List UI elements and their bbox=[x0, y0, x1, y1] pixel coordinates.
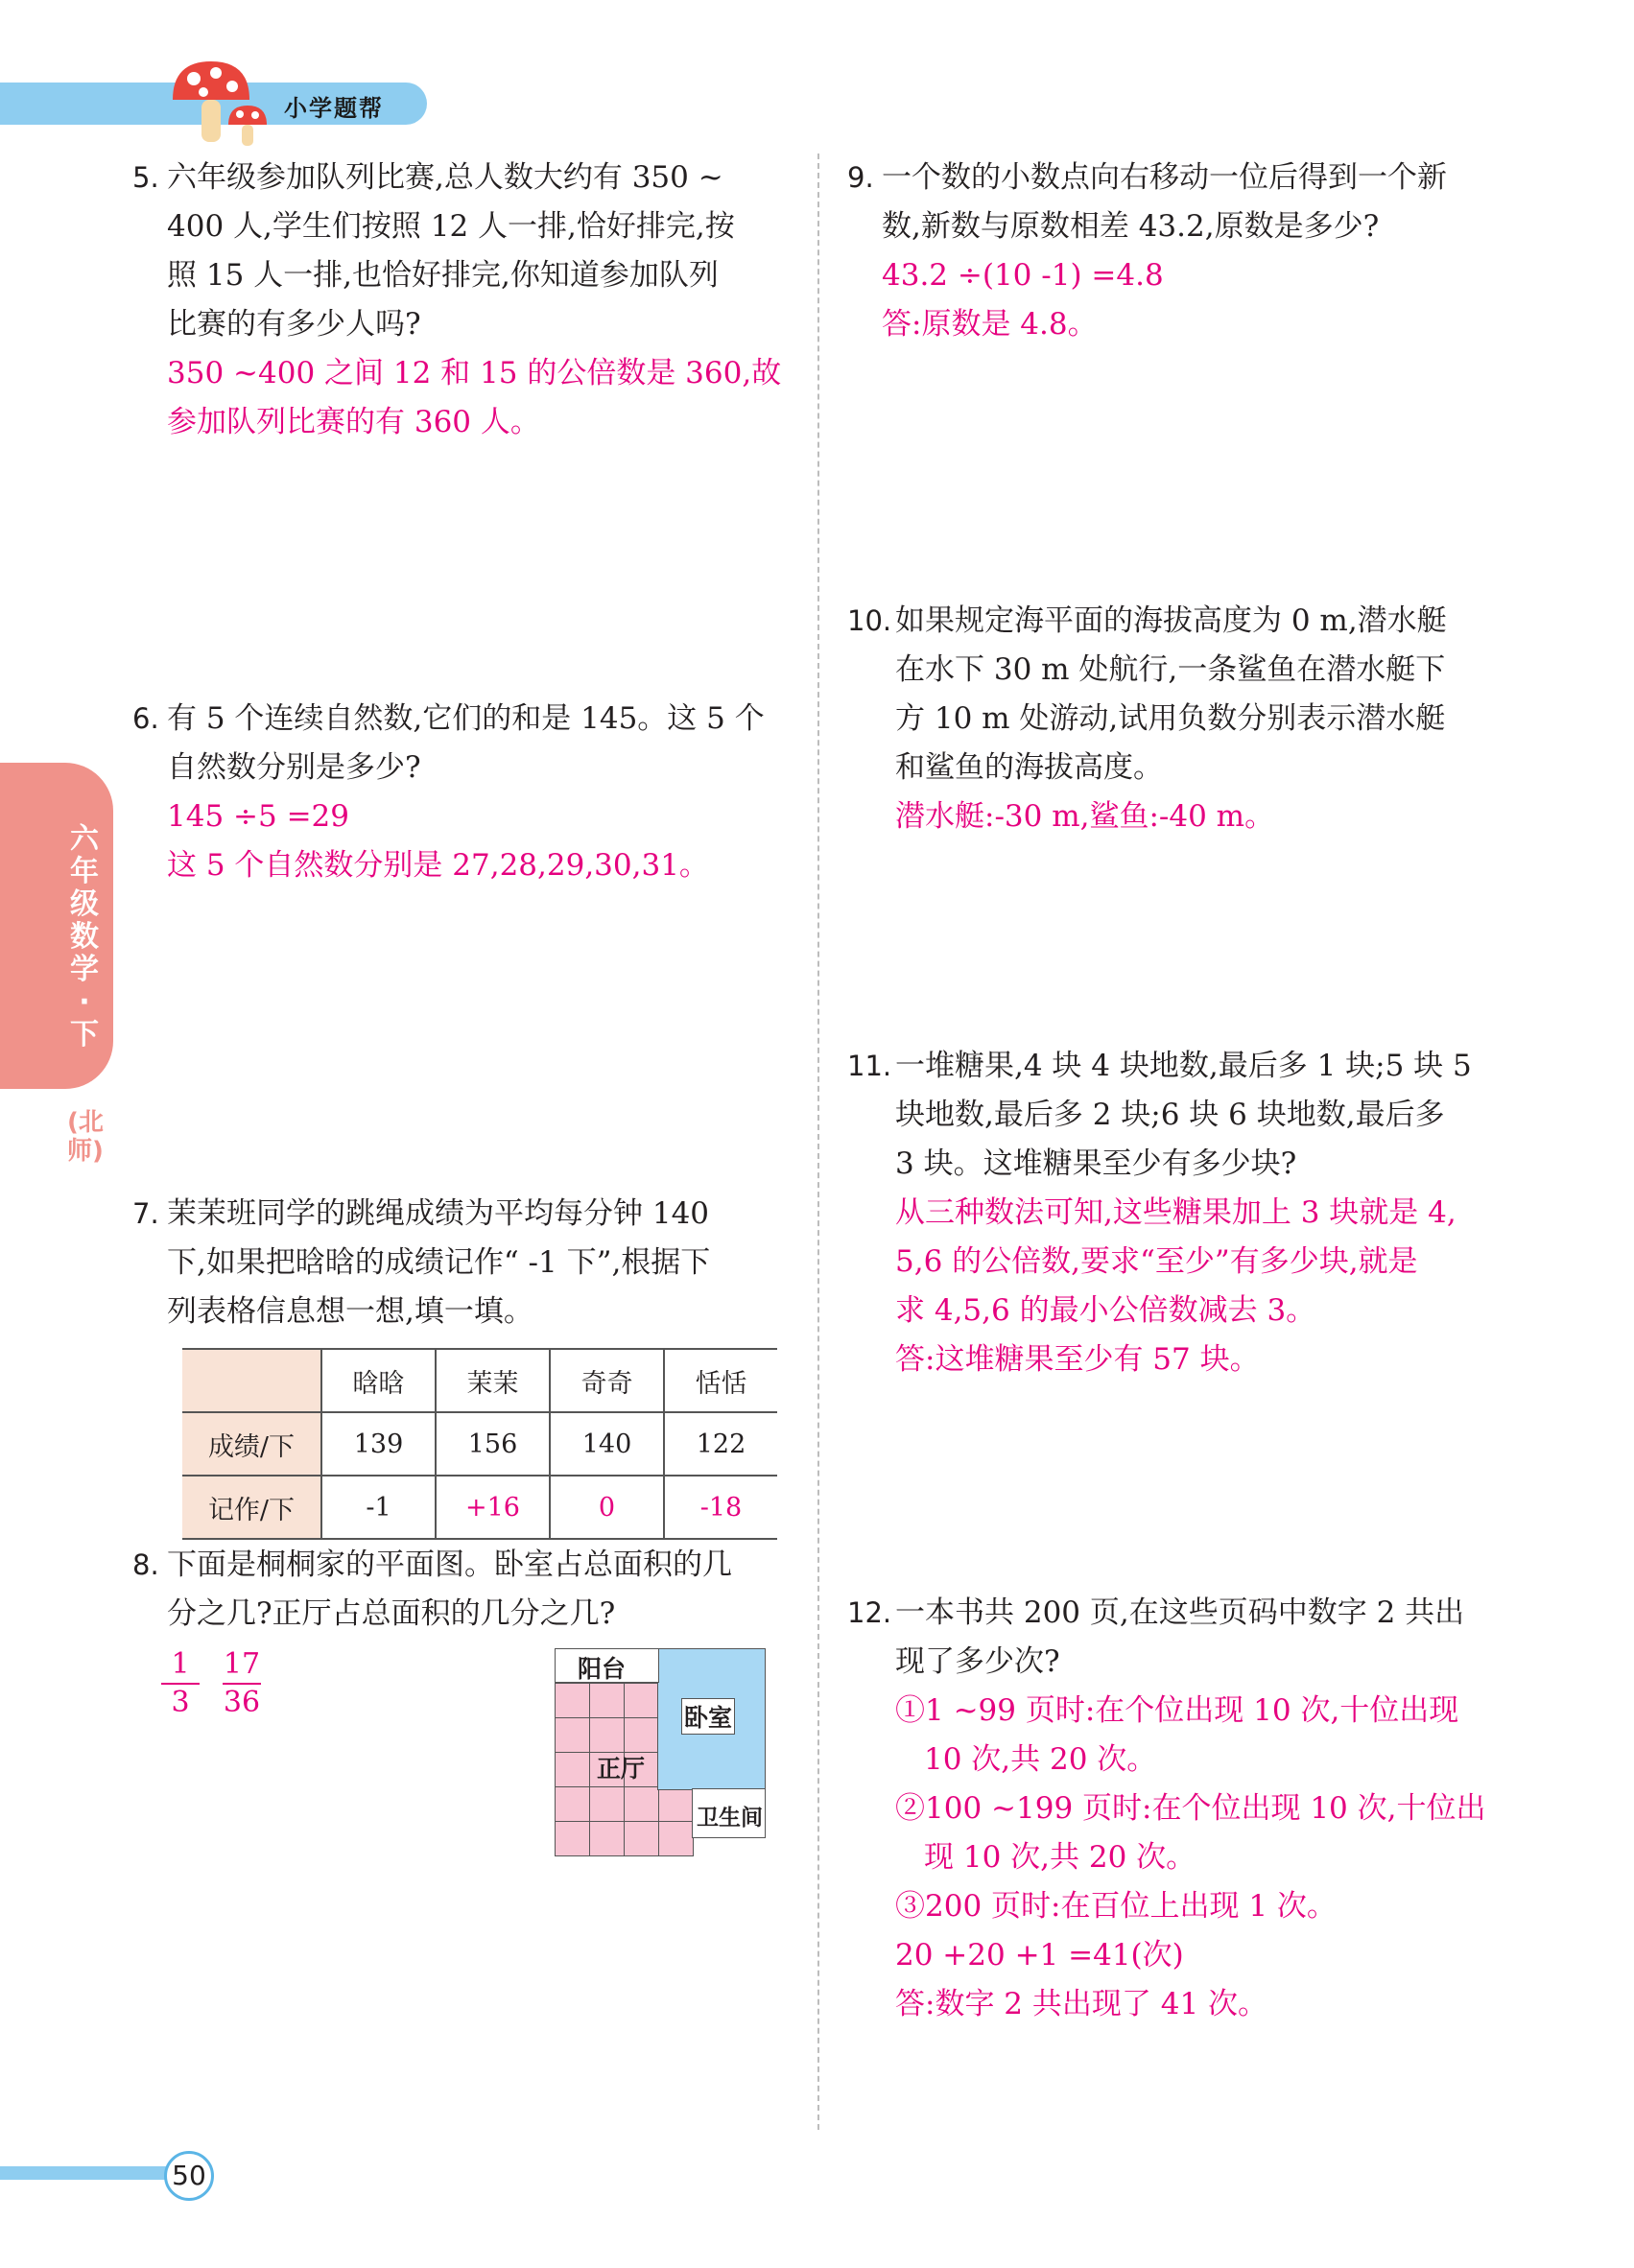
problem-number: 5. bbox=[132, 161, 159, 194]
table-header: 茉茉 bbox=[436, 1349, 550, 1412]
answer-line: 现 10 次,共 20 次。 bbox=[924, 1840, 1196, 1875]
answer-line: ①1 ~99 页时:在个位出现 10 次,十位出现 bbox=[895, 1693, 1459, 1728]
problem-9 bbox=[847, 154, 1519, 349]
grid-cell bbox=[555, 1717, 590, 1753]
page-number: 50 bbox=[164, 2151, 214, 2201]
table-cell: 139 bbox=[321, 1412, 436, 1476]
question-line: 一本书共 200 页,在这些页码中数字 2 共出 bbox=[895, 1595, 1465, 1630]
denominator: 36 bbox=[223, 1686, 261, 1719]
answer-line: 5,6 的公倍数,要求“至少”有多少块,就是 bbox=[895, 1244, 1418, 1279]
numerator: 17 bbox=[223, 1646, 261, 1685]
answer-line: 求 4,5,6 的最小公倍数减去 3。 bbox=[895, 1293, 1316, 1328]
question-line: 一堆糖果,4 块 4 块地数,最后多 1 块;5 块 5 bbox=[895, 1049, 1472, 1083]
table-cell: 156 bbox=[436, 1412, 550, 1476]
question-line: 列表格信息想一想,填一填。 bbox=[167, 1294, 533, 1329]
question-line: 照 15 人一排,也恰好排完,你知道参加队列 bbox=[167, 258, 719, 293]
grid-cell bbox=[658, 1821, 694, 1856]
answer-line: 答:数字 2 共出现了 41 次。 bbox=[895, 1987, 1268, 2021]
table-row bbox=[182, 1412, 777, 1476]
question-line: 现了多少次? bbox=[895, 1644, 1060, 1679]
fraction-living bbox=[223, 1646, 261, 1721]
answer-line: 20 +20 +1 =41(次) bbox=[895, 1938, 1184, 1973]
brand-title: 小学题帮 bbox=[284, 95, 384, 122]
problem-6 bbox=[132, 695, 794, 890]
table-header: 奇奇 bbox=[550, 1349, 664, 1412]
grid-cell bbox=[555, 1786, 590, 1822]
column-divider bbox=[817, 154, 819, 2130]
question-line: 下,如果把晗晗的成绩记作“ -1 下”,根据下 bbox=[167, 1245, 711, 1280]
table-row bbox=[182, 1476, 777, 1539]
question-line: 自然数分别是多少? bbox=[167, 750, 421, 785]
table-cell-answer: 0 bbox=[550, 1476, 664, 1539]
floor-plan bbox=[555, 1648, 766, 1859]
table-cell: 122 bbox=[664, 1412, 777, 1476]
answer-line: ②100 ~199 页时:在个位出现 10 次,十位出 bbox=[895, 1791, 1486, 1826]
problem-number: 11. bbox=[847, 1050, 892, 1082]
answer bbox=[847, 1687, 1519, 2029]
problem-number: 9. bbox=[847, 161, 874, 194]
problem-number: 10. bbox=[847, 604, 892, 637]
answer bbox=[847, 792, 1519, 841]
grade-label: 六年级数学·下 bbox=[70, 822, 99, 1051]
bedroom-label: 卧室 bbox=[681, 1698, 735, 1735]
answer-line: 答:原数是 4.8。 bbox=[882, 307, 1098, 342]
problem-number: 8. bbox=[132, 1548, 159, 1581]
table-header-row bbox=[182, 1349, 777, 1412]
answer-line: 答:这堆糖果至少有 57 块。 bbox=[895, 1342, 1260, 1377]
problem-8 bbox=[132, 1541, 794, 1639]
row-label: 成绩/下 bbox=[182, 1412, 321, 1476]
question-line: 一个数的小数点向右移动一位后得到一个新 bbox=[882, 160, 1447, 195]
table-cell bbox=[182, 1349, 321, 1412]
balcony-label: 阳台 bbox=[578, 1655, 627, 1683]
grid-cell bbox=[624, 1717, 659, 1753]
grid-cell bbox=[589, 1786, 625, 1822]
answer-line: 10 次,共 20 次。 bbox=[924, 1742, 1157, 1777]
question-line: 比赛的有多少人吗? bbox=[167, 307, 421, 342]
table-cell: 140 bbox=[550, 1412, 664, 1476]
problem-10 bbox=[847, 597, 1519, 841]
answer-line: 这 5 个自然数分别是 27,28,29,30,31。 bbox=[167, 848, 709, 883]
table-cell: -1 bbox=[321, 1476, 436, 1539]
question-line: 茉茉班同学的跳绳成绩为平均每分钟 140 bbox=[167, 1196, 710, 1231]
answer-line: ③200 页时:在百位上出现 1 次。 bbox=[895, 1889, 1337, 1924]
table-header: 晗晗 bbox=[321, 1349, 436, 1412]
score-table bbox=[182, 1348, 777, 1540]
problem-number: 12. bbox=[847, 1596, 892, 1629]
answer-line: 350 ~400 之间 12 和 15 的公倍数是 360,故 bbox=[167, 356, 782, 390]
answer-line: 从三种数法可知,这些糖果加上 3 块就是 4, bbox=[895, 1195, 1456, 1230]
answer bbox=[132, 792, 794, 890]
question-line: 3 块。这堆糖果至少有多少块? bbox=[895, 1146, 1297, 1181]
answer bbox=[847, 1189, 1519, 1384]
bathroom-label: 卫生间 bbox=[697, 1806, 763, 1831]
grid-cell bbox=[658, 1786, 694, 1822]
answer-line: 参加队列比赛的有 360 人。 bbox=[167, 405, 540, 439]
answer bbox=[132, 349, 794, 447]
grid-cell bbox=[589, 1717, 625, 1753]
question-line: 分之几?正厅占总面积的几分之几? bbox=[167, 1596, 616, 1631]
answer bbox=[847, 251, 1519, 349]
living-room-label: 正厅 bbox=[597, 1755, 646, 1783]
question-line: 有 5 个连续自然数,它们的和是 145。这 5 个 bbox=[167, 701, 765, 736]
grid-cell bbox=[589, 1821, 625, 1856]
table-cell-answer: -18 bbox=[664, 1476, 777, 1539]
question-line: 如果规定海平面的海拔高度为 0 m,潜水艇 bbox=[895, 603, 1447, 638]
answer-line: 43.2 ÷(10 -1) =4.8 bbox=[882, 258, 1164, 293]
problem-number: 6. bbox=[132, 702, 159, 735]
question-line: 方 10 m 处游动,试用负数分别表示潜水艇 bbox=[895, 701, 1446, 736]
grid-cell bbox=[555, 1683, 590, 1718]
problem-5 bbox=[132, 154, 794, 447]
answer-line: 潜水艇:-30 m,鲨鱼:-40 m。 bbox=[895, 799, 1275, 834]
problem-11 bbox=[847, 1042, 1519, 1384]
grid-cell bbox=[555, 1821, 590, 1856]
grid-cell bbox=[624, 1786, 659, 1822]
grid-cell bbox=[589, 1683, 625, 1718]
question-line: 块地数,最后多 2 块;6 块 6 块地数,最后多 bbox=[895, 1098, 1445, 1132]
answer-line: 145 ÷5 =29 bbox=[167, 799, 349, 834]
mushroom-logo-icon bbox=[163, 54, 278, 150]
table-cell-answer: +16 bbox=[436, 1476, 550, 1539]
question-line: 数,新数与原数相差 43.2,原数是多少? bbox=[882, 209, 1380, 244]
grid-cell bbox=[624, 1821, 659, 1856]
problem-number: 7. bbox=[132, 1197, 159, 1230]
row-label: 记作/下 bbox=[182, 1476, 321, 1539]
question-line: 六年级参加队列比赛,总人数大约有 350 ~ bbox=[167, 160, 723, 195]
question-line: 下面是桐桐家的平面图。卧室占总面积的几 bbox=[167, 1547, 732, 1582]
question-line: 和鲨鱼的海拔高度。 bbox=[895, 750, 1163, 785]
edition-label: (北师) bbox=[67, 1108, 104, 1166]
numerator: 1 bbox=[161, 1646, 200, 1685]
grid-cell bbox=[555, 1752, 590, 1787]
fraction-bedroom bbox=[161, 1646, 200, 1721]
grid-cell bbox=[624, 1683, 659, 1718]
problem-12 bbox=[847, 1589, 1519, 2029]
question-line: 400 人,学生们按照 12 人一排,恰好排完,按 bbox=[167, 209, 735, 244]
table-header: 恬恬 bbox=[664, 1349, 777, 1412]
problem-7 bbox=[132, 1190, 794, 1336]
question-line: 在水下 30 m 处航行,一条鲨鱼在潜水艇下 bbox=[895, 652, 1446, 687]
footer-bar bbox=[0, 2166, 182, 2180]
denominator: 3 bbox=[171, 1686, 190, 1719]
